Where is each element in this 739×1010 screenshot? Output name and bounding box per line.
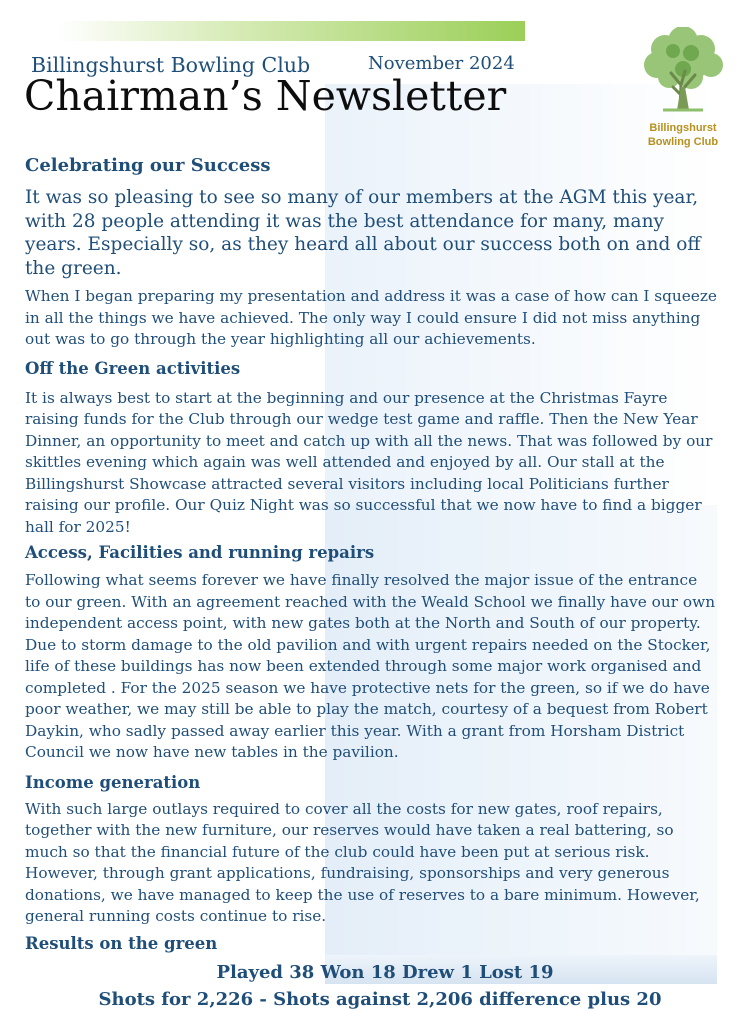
logo-text-line2: Bowling Club	[647, 136, 719, 148]
paragraph-income-generation: With such large outlays required to cover all the costs for new gates, roof repairs, together with the new furniture, our reserves would have taken a real battering, so much so that the financial future of the club could have been put at serious risk. However, through grant applications, fundraising, sponsorships and very generous donations, we have managed to keep the use of reserves to a bare minimum. However, general running costs continue to rise.	[25, 799, 700, 925]
paragraph-presentation: When I began preparing my presentation and address it was a case of how can I squeeze in all the things we have achieved. The only way I could ensure I did not miss anything out was to go through the year highlighting all our achievements.	[25, 287, 717, 348]
club-name: Billingshurst Bowling Club	[31, 53, 311, 77]
newsletter-date: November 2024	[368, 53, 515, 74]
paragraph-access-facilities: Following what seems forever we have finally resolved the major issue of the entrance to our green. With an agreement reached with the Weald School we finally have our own independent access point, with new gates both at the North and South of our property. Due to storm damage to the old pavilion and with urgent repairs needed on the Stocker, life of these buildings has now been extended through some major work organised and completed . For the 2025 season we have protective nets for the green, so if we do have poor weather, we may still be able to play the match, courtesy of a bequest from Robert Daykin, who sadly passed away earlier this year. With a grant from Horsham District Council we now have new tables in the pavilion.	[25, 571, 716, 761]
shots-summary: Shots for 2,226 - Shots against 2,206 difference plus 20	[98, 988, 662, 1010]
page-title: Chairman’s Newsletter	[24, 72, 507, 120]
header-green-bar	[57, 21, 525, 41]
heading-income-generation: Income generation	[25, 772, 201, 792]
logo-text-line1: Billingshurst	[649, 122, 717, 134]
paragraph-off-the-green: It is always best to start at the beginning and our presence at the Christmas Fayre raising funds for the Club through our wedge test game and raffle. Then the New Year Dinner, an opportunity to meet and catch up with all the news. That was followed by our skittles evening which again was well attended and enjoyed by all. Our stall at the Billingshurst Showcase attracted several visitors including local Politicians further raising our profile. Our Quiz Night was so successful that we now have to find a bigger hall for 2025!	[25, 388, 713, 536]
heading-celebrating-success: Celebrating our Success	[25, 155, 271, 176]
club-logo	[633, 27, 733, 152]
heading-access-facilities: Access, Facilities and running repairs	[25, 543, 375, 562]
heading-results: Results on the green	[25, 933, 218, 953]
lead-paragraph: It was so pleasing to see so many of our members at the AGM this year, with 28 people attending it was the best attendance for many, many years. Especially so, as they heard all about our success both on and off the green.	[25, 187, 701, 279]
newsletter-content	[25, 152, 717, 1010]
tree-icon	[633, 27, 733, 112]
heading-off-the-green: Off the Green activities	[25, 358, 241, 378]
results-summary: Played 38 Won 18 Drew 1 Lost 19	[216, 961, 554, 983]
